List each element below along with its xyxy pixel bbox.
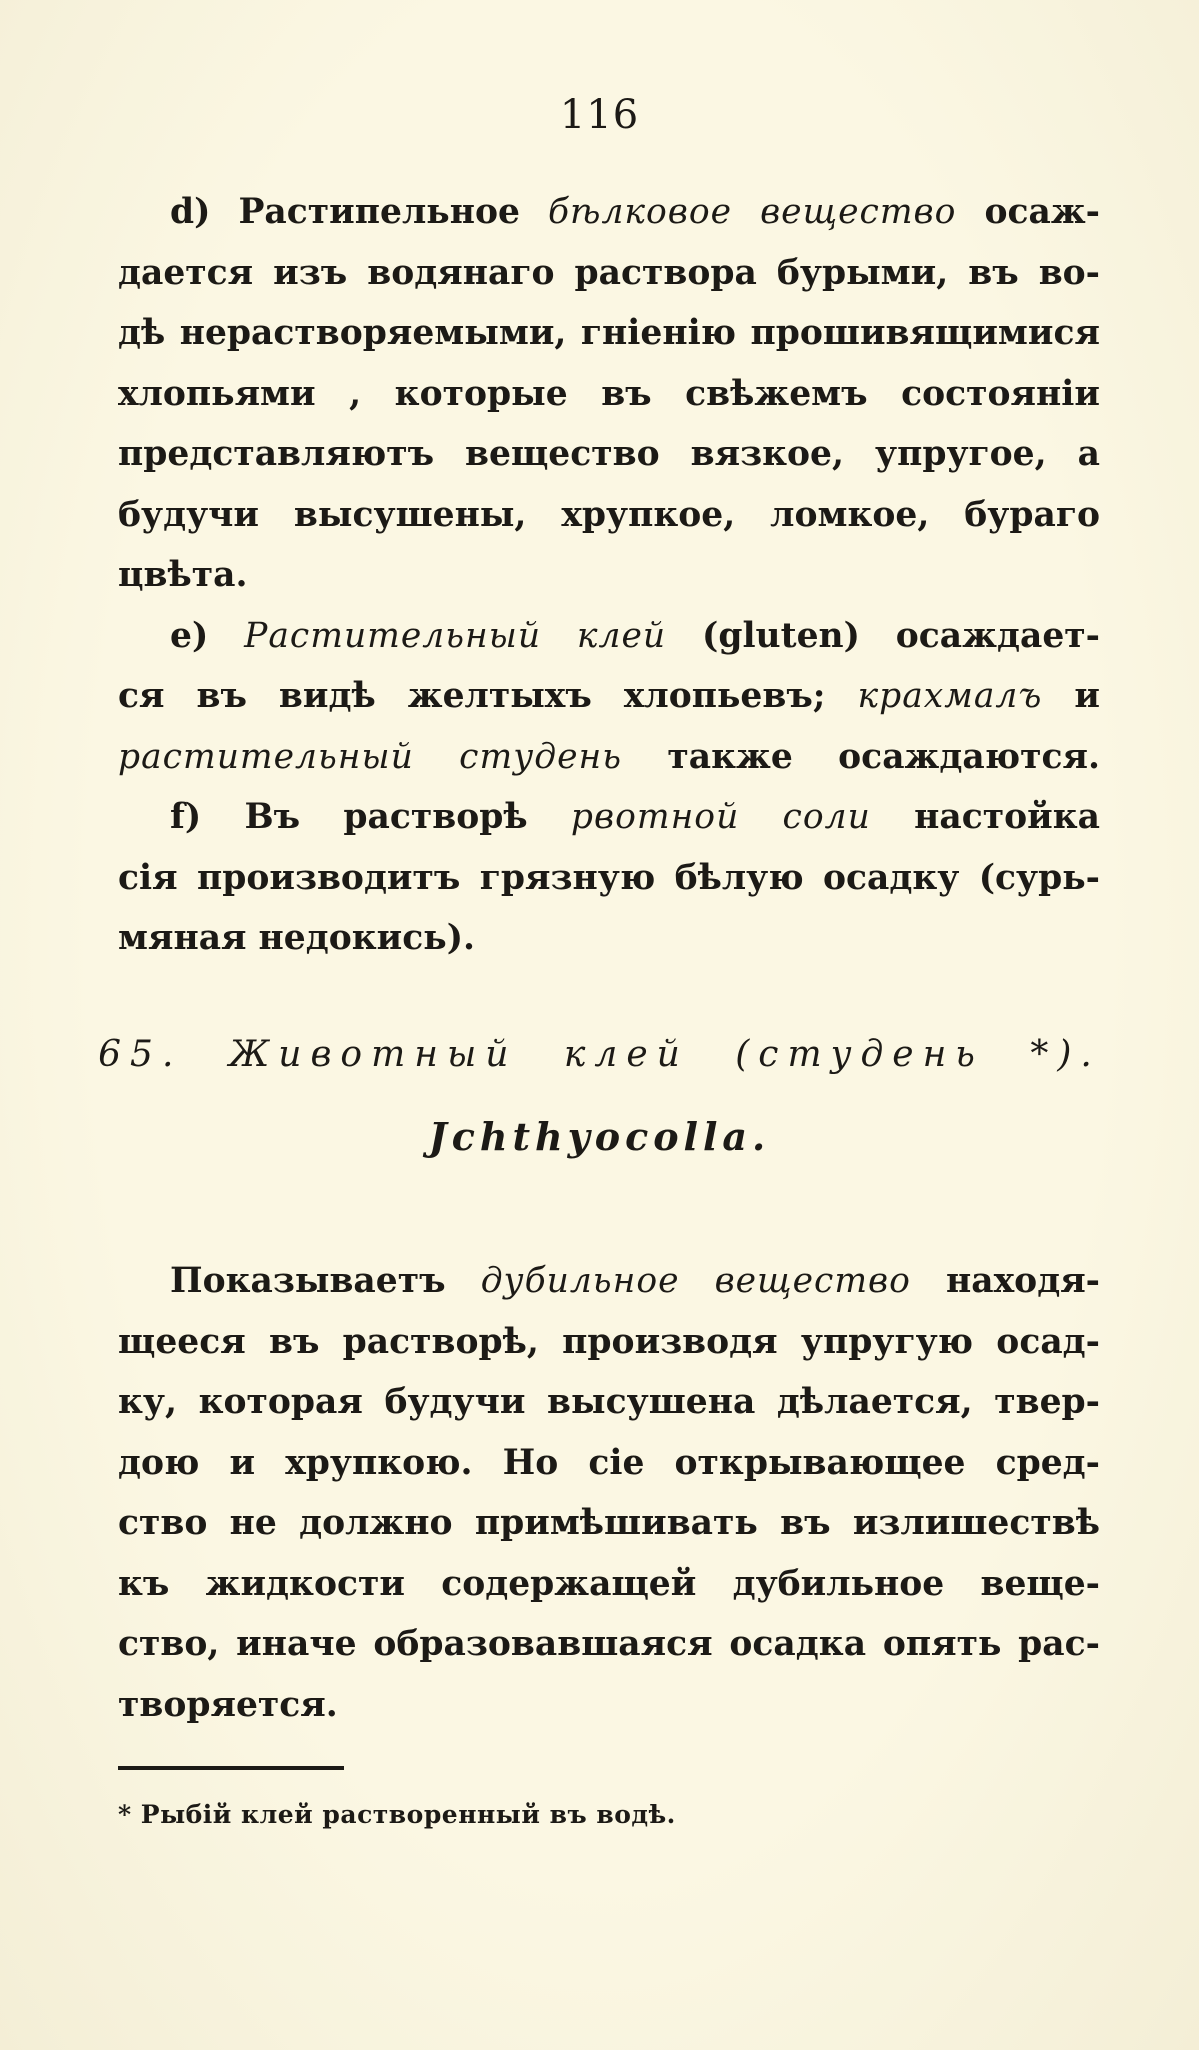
text-line: представляютъ вещество вязкое, упругое, а <box>118 434 1100 474</box>
text-line: ку, которая будучи высушена дѣлается, твер- <box>118 1382 1100 1422</box>
footnote: * Рыбій клей растворенный въ водѣ. <box>118 1800 676 1829</box>
main-text-bottom <box>118 1251 1100 1735</box>
text-line: Показываетъ дубильное вещество находя- <box>170 1261 1100 1301</box>
text-line: d) Растипельное бѣлковое вещество осаж- <box>170 192 1100 232</box>
text-line: ство, иначе образовавшаяся осадка опять рас- <box>118 1624 1100 1664</box>
main-text-top <box>118 182 1100 969</box>
section-heading: 65. Животный клей (студень *). <box>98 1034 1101 1075</box>
footnote-divider <box>118 1766 344 1770</box>
text-line: дѣ нерастворяемыми, гніенію прошивящимися <box>118 313 1100 353</box>
text-line: ство не должно примѣшивать въ излишествѣ <box>118 1503 1100 1543</box>
page-number: 116 <box>559 92 640 138</box>
text-line: хлопьями , которые въ свѣжемъ состояніи <box>118 373 1100 414</box>
text-line: цвѣта. <box>118 555 248 595</box>
text-line: мяная недокись). <box>118 918 476 958</box>
text-line: творяется. <box>118 1684 338 1725</box>
text-line: ся въ видѣ желтыхъ хлопьевъ; крахмалъ и <box>118 676 1100 716</box>
text-line: сія производитъ грязную бѣлую осадку (сурь- <box>118 857 1100 898</box>
text-line: щееся въ растворѣ, производя упругую осад- <box>118 1321 1100 1362</box>
text-line: дается изъ водянаго раствора бурыми, въ во- <box>118 252 1100 293</box>
text-line: е) Растительный клей (gluten) осаждает- <box>170 615 1100 656</box>
text-line: f) Въ растворѣ рвотной соли настойка <box>170 797 1100 837</box>
text-line: растительный студень также осаждаются. <box>118 736 1100 777</box>
section-latin-name: Jchthyocolla. <box>428 1114 771 1159</box>
text-line: къ жидкости содержащей дубильное веще- <box>118 1563 1100 1604</box>
text-line: дою и хрупкою. Но сіе открывающее сред- <box>118 1442 1100 1483</box>
text-line: будучи высушены, хрупкое, ломкое, бураго <box>118 494 1100 535</box>
